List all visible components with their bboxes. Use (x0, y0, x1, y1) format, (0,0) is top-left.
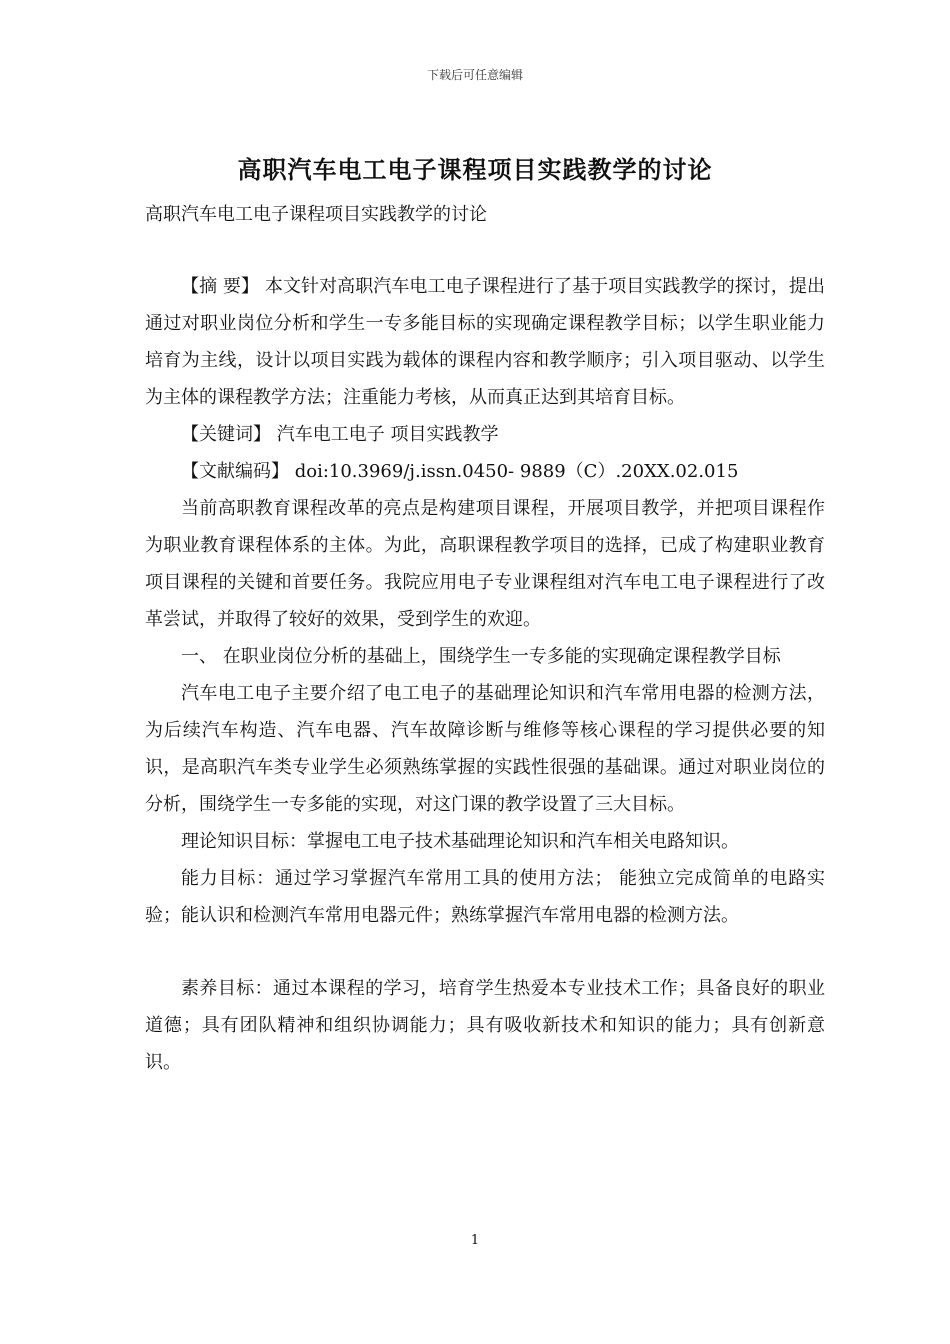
keywords-label: 【关键词】 (181, 424, 271, 445)
doc-code-label: 【文献编码】 (181, 461, 289, 482)
page-number: 1 (470, 1233, 480, 1248)
abstract-label: 【摘 要】 (181, 276, 260, 297)
doc-code-paragraph (145, 453, 825, 490)
document-body (145, 268, 825, 1081)
quality-goal-paragraph: 素养目标：通过本课程的学习，培育学生热爱本专业技术工作；具备良好的职业道德；具有团队精神和组织协调能力；具有吸收新技术和知识的能力；具有创新意识。 (145, 978, 825, 1073)
page-header: 下载后可任意编辑 (426, 68, 523, 82)
section-1-heading: 一、 在职业岗位分析的基础上，围绕学生一专多能的实现确定课程教学目标 (181, 646, 781, 667)
keywords-text: 汽车电工电子 项目实践教学 (271, 424, 499, 445)
abstract-paragraph (145, 268, 825, 416)
intro-paragraph: 当前高职教育课程改革的亮点是构建项目课程，开展项目教学，并把项目课程作为职业教育课程体系的主体。为此，高职课程教学项目的选择，已成了构建职业教育项目课程的关键和首要任务。我院应用电子专业课程组对汽车电工电子课程进行了改革尝试，并取得了较好的效果，受到学生的欢迎。 (145, 498, 825, 630)
doc-code-text: doi:10.3969/j.issn.0450- 9889（C）.20XX.02.015 (289, 461, 739, 482)
paragraph-gap (145, 934, 825, 970)
document-subtitle: 高职汽车电工电子课程项目实践教学的讨论 (145, 204, 487, 225)
theory-goal-paragraph: 理论知识目标：掌握电工电子技术基础理论知识和汽车相关电路知识。 (181, 831, 739, 852)
keywords-paragraph (145, 416, 825, 453)
ability-goal-paragraph: 能力目标：通过学习掌握汽车常用工具的使用方法； 能独立完成简单的电路实验；能认识和检测汽车常用电器元件；熟练掌握汽车常用电器的检测方法。 (145, 868, 825, 926)
document-title: 高职汽车电工电子课程项目实践教学的讨论 (237, 155, 713, 184)
course-description-paragraph: 汽车电工电子主要介绍了电工电子的基础理论知识和汽车常用电器的检测方法，为后续汽车构造、汽车电器、汽车故障诊断与维修等核心课程的学习提供必要的知识，是高职汽车类专业学生必须熟练掌握的实践性很强的基础课。通过对职业岗位的分析，围绕学生一专多能的实现，对这门课的教学设置了三大目标。 (145, 683, 825, 815)
abstract-text: 本文针对高职汽车电工电子课程进行了基于项目实践教学的探讨，提出通过对职业岗位分析和学生一专多能目标的实现确定课程教学目标；以学生职业能力培育为主线，设计以项目实践为载体的课程内容和教学顺序；引入项目驱动、以学生为主体的课程教学方法；注重能力考核，从而真正达到其培育目标。 (145, 276, 825, 408)
